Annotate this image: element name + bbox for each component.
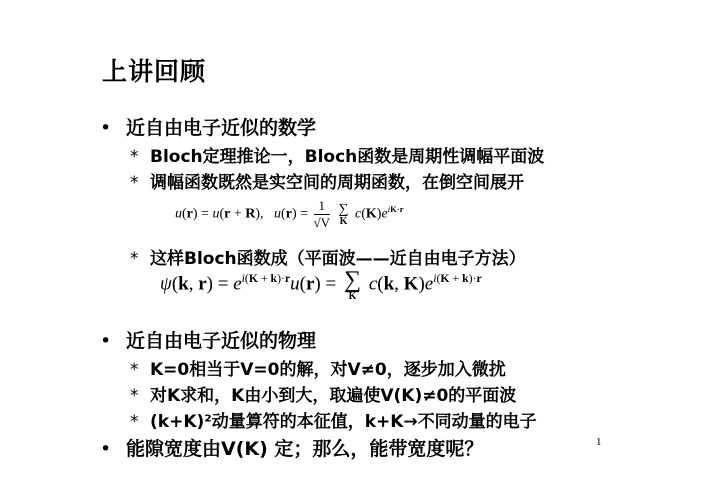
bullet-marker: • — [100, 438, 112, 460]
sub-marker: * — [130, 173, 139, 193]
bullet-text: 近自由电子近似的数学 — [126, 117, 317, 139]
sub-item-bloch-theorem — [130, 142, 544, 167]
page-number: 1 — [596, 436, 602, 448]
sub-text: 这样Bloch函数成（平面波——近自由电子方法） — [150, 249, 526, 269]
sub-text: (k+K)²动量算符的本征值，k+K→不同动量的电子 — [150, 412, 537, 432]
bullet-marker: • — [100, 330, 112, 352]
sub-marker: * — [130, 147, 139, 167]
sub-marker: * — [130, 386, 139, 406]
slide-title: 上讲回顾 — [102, 57, 207, 86]
bullet-marker: • — [100, 117, 112, 139]
equation-bloch-function: ψ(k, $r) = e^{i(K + k)\cdot r}u(r)$ = ∑ K c(k, $K)e^{i(K + k)\cdot r}$ — [160, 267, 482, 302]
bullet-item-physics — [100, 326, 316, 353]
sub-item-perturbation — [130, 355, 506, 380]
bullet-item-math — [100, 113, 316, 140]
bullet-item-band-width — [100, 434, 483, 461]
sub-item-plane-wave-method — [130, 244, 526, 269]
sub-marker: * — [130, 249, 139, 269]
equation-periodic-expansion: u(r) = u(r + R), u(r) = $\frac{1}{√V}$ ∑ K $c(K)e^{iK\cdot r}$ — [175, 198, 404, 230]
sub-marker: * — [130, 360, 139, 380]
sub-text: 调幅函数既然是实空间的周期函数，在倒空间展开 — [150, 173, 524, 193]
sub-text: 对K求和，K由小到大，取遍使V(K)≠0的平面波 — [150, 386, 517, 406]
sub-item-sum-over-k — [130, 381, 516, 406]
sub-text: K=0相当于V=0的解，对V≠0，逐步加入微扰 — [150, 360, 506, 380]
bullet-text: 能隙宽度由V(K) 定；那么，能带宽度呢？ — [126, 438, 484, 460]
sub-marker: * — [130, 412, 139, 432]
sub-text: Bloch定理推论一，Bloch函数是周期性调幅平面波 — [150, 147, 545, 167]
sub-item-fourier-expansion — [130, 168, 524, 193]
bullet-text: 近自由电子近似的物理 — [126, 330, 317, 352]
sub-item-momentum-eigenvalue — [130, 407, 537, 432]
